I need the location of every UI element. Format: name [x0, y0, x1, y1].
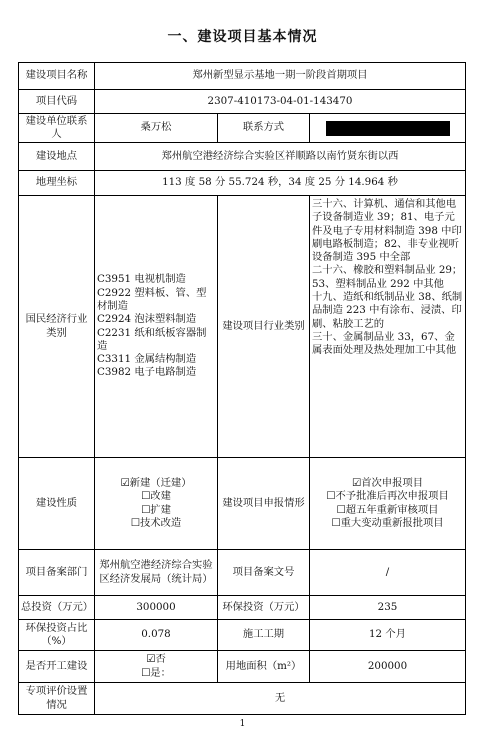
checkbox-five-year-review[interactable]: ☐超五年重新审核项目 [336, 503, 439, 516]
project-name-value: 郑州新型显示基地一期一阶段首期项目 [95, 63, 466, 90]
project-info-table [18, 62, 466, 715]
page-number: 1 [239, 719, 246, 729]
industry-category: 三十、金属制品业 33，67、金属表面处理及热处理加工中其他 [312, 330, 457, 357]
row-industry [19, 196, 466, 458]
checkbox-tech-upgrade[interactable]: ☐技术改造 [130, 516, 182, 529]
coordinates-label: 地理坐标 [19, 171, 95, 196]
special-eval-value: 无 [95, 683, 466, 715]
started-label: 是否开工建设 [19, 651, 95, 683]
started-options [95, 651, 218, 683]
land-area-value: 200000 [310, 651, 466, 683]
row-ratio [19, 620, 466, 651]
row-filing [19, 550, 466, 596]
filing-dept-label: 项目备案部门 [19, 550, 95, 596]
nature-options [95, 458, 218, 550]
construction-period-value: 12 个月 [310, 620, 466, 651]
industry-code-line: C2922 塑料板、管、型材制造 [97, 286, 207, 312]
project-code-label: 项目代码 [19, 90, 95, 114]
project-name-label: 建设项目名称 [19, 63, 95, 90]
row-special-eval [19, 683, 466, 715]
total-investment-label: 总投资（万元） [19, 596, 95, 620]
project-industry-categories [310, 196, 466, 458]
location-value: 郑州航空港经济综合实验区祥顺路以南竹贤东街以西 [95, 143, 466, 171]
contact-method-label: 联系方式 [218, 114, 310, 143]
construction-period-label: 施工工期 [218, 620, 310, 651]
env-ratio-label: 环保投资占比（%） [19, 620, 95, 651]
env-investment-label: 环保投资（万元） [218, 596, 310, 620]
env-ratio-value: 0.078 [95, 620, 218, 651]
checkbox-yes[interactable]: ☐是： [141, 666, 171, 679]
env-investment-value: 235 [310, 596, 466, 620]
contact-person-value: 桑万松 [95, 114, 218, 143]
row-started [19, 651, 466, 683]
row-investment [19, 596, 466, 620]
row-coordinates [19, 171, 466, 196]
checkbox-rebuild[interactable]: ☐改建 [141, 490, 171, 503]
filing-dept-value: 郑州航空港经济综合实验区经济发展局（统计局） [95, 550, 218, 596]
contact-person-label: 建设单位联系人 [19, 114, 95, 143]
filing-number-value: / [310, 550, 466, 596]
coordinates-value: 113 度 58 分 55.724 秒，34 度 25 分 14.964 秒 [95, 171, 466, 196]
nature-label: 建设性质 [19, 458, 95, 550]
total-investment-value: 300000 [95, 596, 218, 620]
special-eval-label: 专项评价设置情况 [19, 683, 95, 715]
industry-codes [95, 196, 218, 458]
industry-code-line: C3982 电子电路制造 [97, 366, 197, 379]
filing-situation-label: 建设项目申报情形 [218, 458, 310, 550]
redaction-block [326, 121, 450, 136]
industry-code-line: C2924 泡沫塑料制造 [97, 313, 197, 326]
industry-category: 十九、造纸和纸制品业 38、纸制品制造 223 中有涂布、浸渍、印刷、粘胶工艺的 [312, 291, 463, 330]
industry-category: 三十六、计算机、通信和其他电子设备制造业 39；81、电子元件及电子专用材料制造 398 中印刷电路板制造；82、非专业视听设备制造 395 中全部 [312, 198, 462, 264]
filing-number-label: 项目备案文号 [218, 550, 310, 596]
checkbox-refiling[interactable]: ☐不予批准后再次申报项目 [326, 490, 449, 503]
row-project-name [19, 63, 466, 90]
industry-code-line: C3311 金属结构制造 [97, 353, 197, 366]
section-title: 一、建设项目基本情况 [167, 29, 318, 45]
row-project-code [19, 90, 466, 114]
row-nature [19, 458, 466, 550]
location-label: 建设地点 [19, 143, 95, 171]
checkbox-no[interactable]: ☑否 [146, 653, 166, 666]
checkbox-major-change[interactable]: ☐重大变动重新报批项目 [331, 516, 444, 529]
land-area-label: 用地面积（m²） [218, 651, 310, 683]
checkbox-first-filing[interactable]: ☑首次申报项目 [351, 476, 423, 489]
project-code-value: 2307-410173-04-01-143470 [95, 90, 466, 114]
contact-method-value [310, 114, 466, 143]
checkbox-expand[interactable]: ☐扩建 [141, 503, 171, 516]
filing-situation-options [310, 458, 466, 550]
industry-category: 二十六、橡胶和塑料制品业 29；53、塑料制品业 292 中其他 [312, 264, 463, 290]
row-location [19, 143, 466, 171]
project-industry-label: 建设项目行业类别 [218, 196, 310, 458]
industry-label: 国民经济行业类别 [19, 196, 95, 458]
industry-code-line: C3951 电视机制造 [97, 273, 186, 286]
row-contact [19, 114, 466, 143]
checkbox-new[interactable]: ☑新建（迁建） [120, 476, 192, 489]
industry-code-line: C2231 纸和纸板容器制造 [97, 326, 207, 352]
